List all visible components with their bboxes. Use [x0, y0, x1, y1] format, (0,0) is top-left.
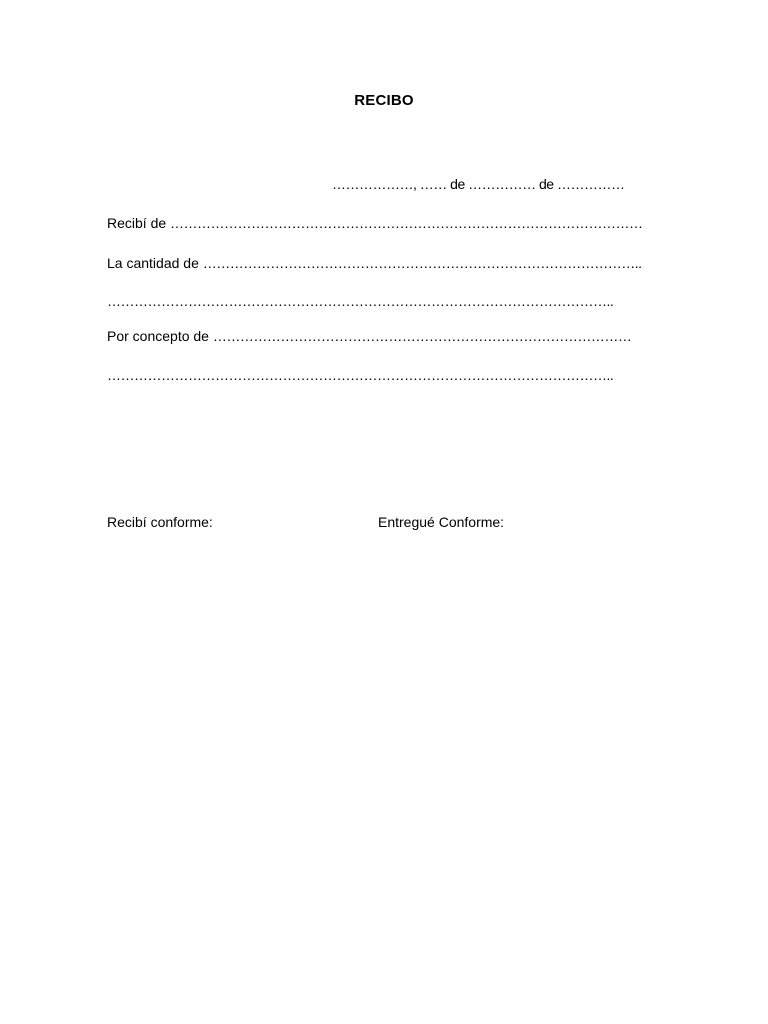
- page-title: RECIBO: [354, 92, 414, 109]
- concept-continuation-line: …………………………………………………………………………………………………..: [107, 367, 614, 383]
- amount-row: [107, 254, 660, 272]
- concept-label: Por concepto de: [107, 328, 209, 344]
- delivered-conforme-label: Entregué Conforme:: [378, 514, 505, 530]
- received-from-dots: ……………………………………………………………………………………………: [170, 215, 643, 231]
- concept-row: [107, 327, 660, 345]
- received-from-row: [107, 214, 660, 232]
- received-from-label: Recibí de: [107, 215, 167, 231]
- date-line: ………………, …… de …………… de ……………: [332, 176, 625, 192]
- amount-continuation-line: …………………………………………………………………………………………………..: [107, 293, 614, 309]
- amount-label: La cantidad de: [107, 255, 199, 271]
- amount-dots: ……………………………………………………………………………………..: [202, 255, 642, 271]
- concept-dots: …………………………………………………………………………………: [212, 328, 632, 344]
- received-conforme-label: Recibí conforme:: [107, 514, 213, 530]
